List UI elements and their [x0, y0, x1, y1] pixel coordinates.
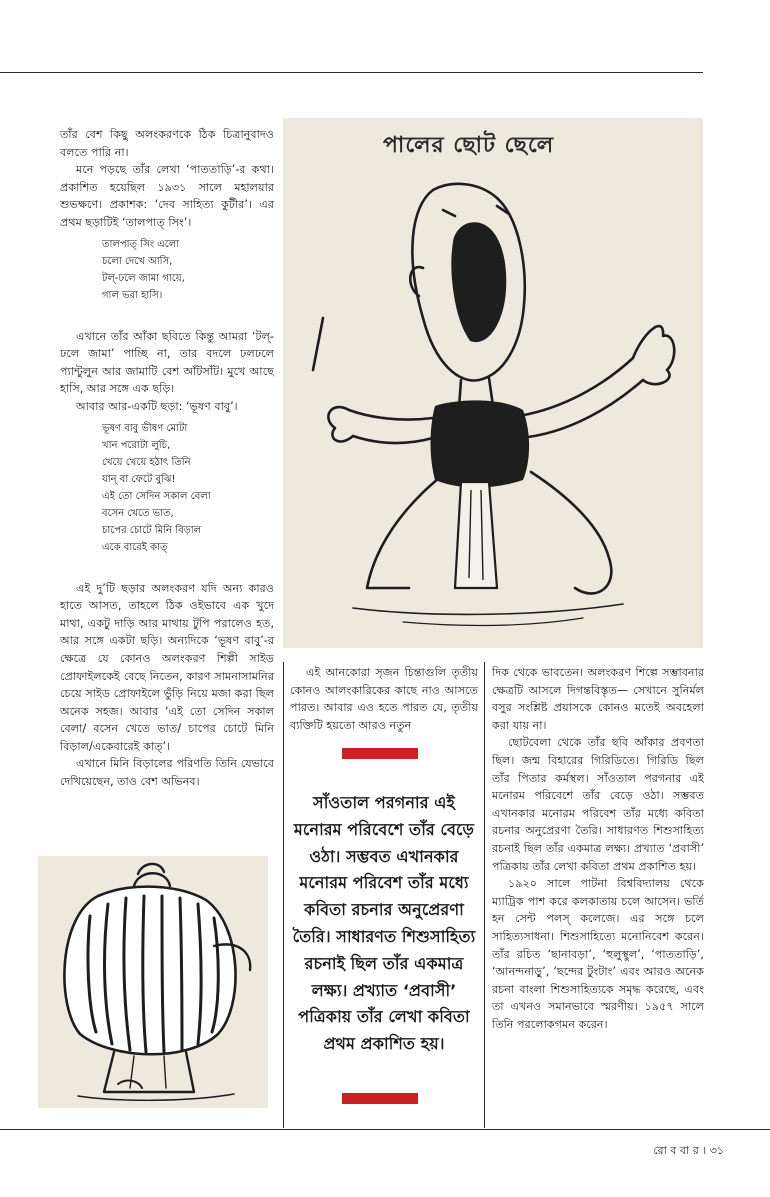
fat-man-back-view-drawing [38, 856, 268, 1108]
verse-line: ভূষণ বাবু ভীষণ মোটা [102, 422, 188, 434]
left-para-2: মনে পড়ছে তাঁর লেখা ‘পাততাড়ি’-র কথা। প্রকাশিত হয়েছিল ১৯৩১ সালে মহালয়ার শুভক্ষণে। প্রকাশক: ‘দেব সাহিত্য কুটীর’। এর প্রথম ছড়াটিই ‘তালপাত্ সিং’। [60, 163, 274, 229]
verse-talpat-sing [102, 236, 274, 304]
verse-line: এই তো সেদিন সকাল বেলা [102, 490, 211, 502]
verse-line: টল্-ঢলে জামা গায়ে, [102, 272, 185, 284]
right-para-2: ছোটবেলা থেকে তাঁর ছবি আঁকার প্রবণতা ছিল। জন্ম বিহারের গিরিডিতে। গিরিডি ছিল তাঁর পিতার কর্মস্থল। সাঁওতাল পরগনার এই মনোরম পরিবেশে তাঁর বেড়ে ওঠা। সম্ভবত এখানকার মনোরম পরিবেশ তাঁর মধ্যে কবিতা রচনার অনুপ্রেরণা তৈরি। সাধারণত শিশুসাহিত্য রচনাই ছিল তাঁর একমাত্র লক্ষ্য। প্রখ্যাত ‘প্রবাসী’ পত্রিকায় তাঁর লেখা কবিতা প্রথম প্রকাশিত হয়। [492, 736, 704, 873]
left-para-5: এই দু’টি ছড়ার অলংকরণ যদি অন্য কারও হাতে আসত, তাহলে ঠিক ওইভাবে এক খুদে মাথা, একটু দাড়ি আর মাথায় টুপি পরালেও হত, আর সঙ্গে একটা ছড়ি। অন্যদিকে ‘ভূষণ বাবু’-র ক্ষেত্রে যে কোনও অলংকরণ শিল্পী সাইড প্রোফাইলকেই বেছে নিতেন, কারণ সামনাসামনির চেয়ে সাইড প্রোফাইলে ভুঁড়ি নিয়ে মজা করা ছিল অনেক সহজ। আবার ‘এই তো সেদিন সকাল বেলা/ বসেন খেতে ভাত/ চাপের চোটে মিনি বিড়াল/একেবারেই কাত্’। [60, 581, 274, 753]
page-folio: রো ব বা র । ৩১ [653, 1144, 724, 1157]
verse-line: চলো দেখে আসি, [102, 255, 173, 267]
right-para-1: দিক থেকে ভাবতেন। অলংকরণ শিল্পে সম্ভাবনার ক্ষেত্রটি আসলে দিগন্তবিস্তৃত— সেখানে সুনির্মল বসুর সংশ্লিষ্ট প্রয়াসকে কোনও মতেই অবহেলা করা যায় না। [492, 666, 704, 732]
left-para-3: এখানে তাঁর আঁকা ছবিতে কিন্তু আমরা ‘টল্-ঢলে জামা’ পাচ্ছি না, তার বদলে ঢলঢলে প্যান্টুলুন আর জামাটি বেশ আঁটসাঁট। মুখে আছে হাসি, আর সঙ্গে এক ছড়ি। [60, 329, 274, 396]
pull-quote-top-bar [342, 748, 418, 759]
right-column [492, 664, 704, 1033]
verse-line: যান্ বা ফেটে বুঝি! [102, 473, 176, 485]
left-para-1: তাঁর বেশ কিছু অলংকরণকে ঠিক চিত্রানুবাদও বলতে পারি না। [60, 128, 274, 159]
verse-bhushan-babu [102, 420, 274, 556]
verse-line: গাল ভরা হাসি। [102, 289, 163, 301]
pull-quote: সাঁওতাল পরগনার এই মনোরম পরিবেশে তাঁর বেড়ে ওঠা। সম্ভবত এখানকার মনোরম পরিবেশ তাঁর মধ্যে কবিতা রচনার অনুপ্রেরণা তৈরি। সাধারণত শিশুসাহিত্য রচনাই ছিল তাঁর একমাত্র লক্ষ্য। প্রখ্যাত ‘প্রবাসী’ পত্রিকায় তাঁর লেখা কবিতা প্রথম প্রকাশিত হয়। [292, 793, 476, 1054]
middle-column-left-rule [283, 662, 284, 1128]
left-para-6: এখানে মিনি বিড়ালের পরিণতি তিনি যেভাবে দেখিয়েছেন, তাও বেশ অভিনব। [60, 757, 274, 789]
middle-column-right-rule [484, 662, 485, 1128]
illustration-title: পালের ছোট ছেলে [383, 133, 555, 158]
top-rule [0, 72, 703, 73]
illustration-paler-chhoto-chhele [283, 118, 703, 648]
verse-line: তালপাত্ সিং এলো [102, 238, 180, 250]
right-para-3: ১৯২০ সালে পাটনা বিশ্ববিদ্যালয় থেকে ম্যাট্রিক পাশ করে কলকাতায় চলে আসেন। ভর্তি হন সেন্ট পলস্ কলেজে। এর সঙ্গে চলে সাহিত্যসাধনা। শিশুসাহিত্যে মনোনিবেশ করেন। তাঁর রচিত ‘ছানাবড়া’, ‘হুলুস্থুল’, ‘পাততাড়ি’, ‘আনন্দনাড়ু’, ‘ছন্দের টুংটাং’ এবং আরও অনেক রচনা বাংলা শিশুসাহিত্যকে সমৃদ্ধ করেছে, এবং তা এখনও সমানভাবে স্মরণীয়। ১৯৫৭ সালে তিনি পরলোকগমন করেন। [492, 877, 704, 1031]
verse-line: খান পরোটা লুচি, [102, 439, 171, 451]
verse-line: একে বারেই কাত্ [102, 541, 168, 553]
illustration-bhushan-babu [38, 856, 268, 1108]
left-para-4: আবার আর-একটি ছড়া: ‘ভূষণ বাবু’। [76, 399, 238, 413]
bottom-rule [0, 1129, 770, 1130]
left-column [60, 126, 274, 791]
verse-line: বসেন খেতে ভাত, [102, 507, 174, 519]
shouting-boy-drawing [283, 118, 703, 648]
middle-para-1: এই আনকোরা সৃজন চিন্তাগুলি তৃতীয় কোনও আলংকারিকের কাছে নাও আসতে পারত। আবার এও হতে পারত যে, তৃতীয় ব্যক্তিটি হয়তো আরও নতুন [290, 666, 478, 732]
middle-column [290, 664, 478, 734]
verse-line: খেয়ে খেয়ে হঠাৎ তিনি [102, 456, 191, 468]
pull-quote-bottom-bar [342, 1093, 418, 1104]
verse-line: চাপের চোটে মিনি বিড়াল [102, 524, 202, 536]
